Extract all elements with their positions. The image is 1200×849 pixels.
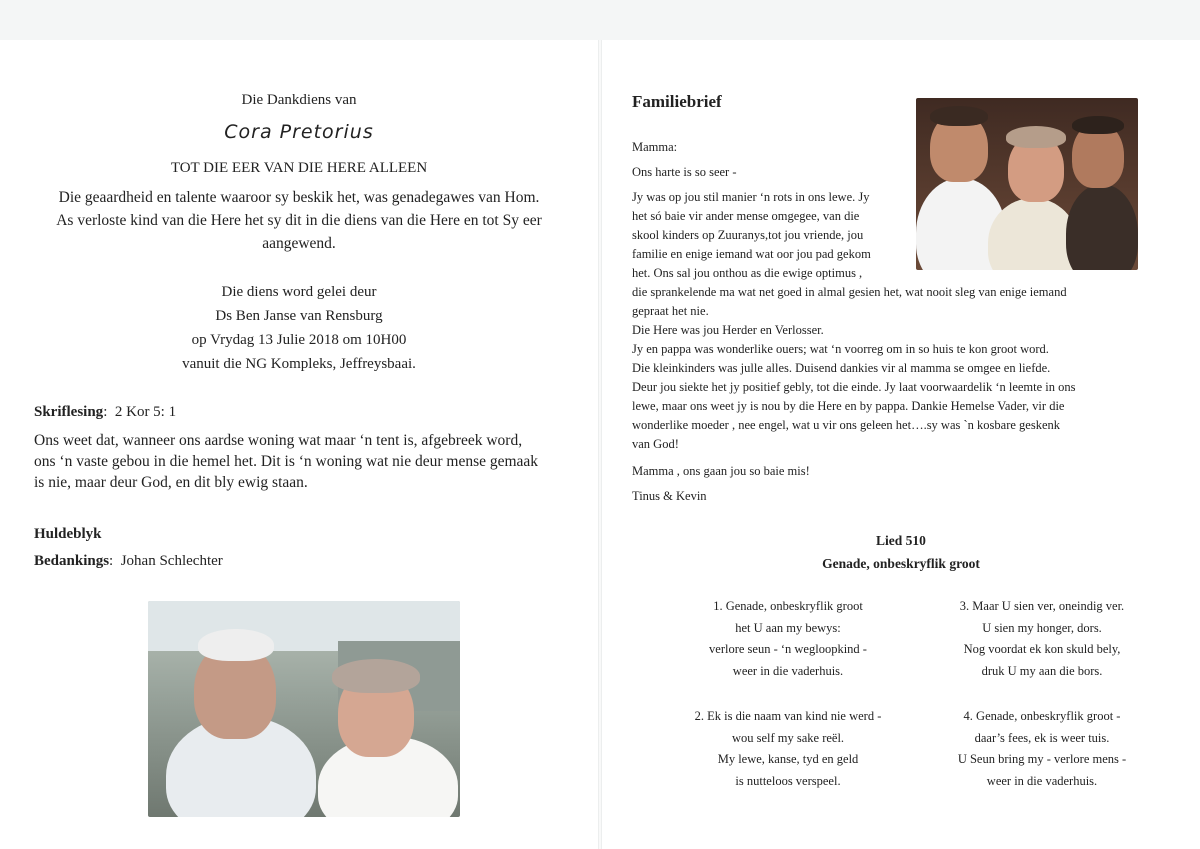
- scripture-reference: 2 Kor 5: 1: [114, 404, 177, 420]
- couple-photo: [148, 601, 460, 817]
- service-line: vanuit die NG Kompleks, Jeffreysbaai.: [182, 356, 416, 372]
- service-details: [0, 280, 598, 376]
- verse-line: 1. Genade, onbeskryflik groot: [713, 599, 863, 613]
- letter-line: die sprankelende ma wat net goed in almal gesien het, wat nooit sleg van enige iemand: [632, 285, 1067, 299]
- letter-line: Die Here was jou Herder en Verlosser.: [632, 323, 824, 337]
- scripture-line: Ons weet dat, wanneer ons aardse woning wat maar ‘n tent is, afgebreek word,: [34, 432, 523, 449]
- letter-salutation: Mamma:: [632, 140, 678, 154]
- verse-line: My lewe, kanse, tyd en geld: [717, 752, 859, 766]
- thanks-label: Bedankings: [34, 553, 110, 569]
- letter-signature: Tinus & Kevin: [632, 489, 707, 503]
- hymn-verse-1: [658, 596, 918, 682]
- scripture-line: is nie, maar deur God, en dit bly ewig staan.: [34, 474, 308, 491]
- service-line: Ds Ben Janse van Rensburg: [215, 308, 383, 324]
- hymn-number: Lied 510: [876, 533, 926, 548]
- verse-line: wou self my sake reël.: [731, 730, 845, 745]
- right-page: [602, 40, 1200, 849]
- verse-line: is nutteloos verspeel.: [735, 773, 841, 788]
- letter-line: lewe, maar ons weet jy is nou by die Here en by pappa. Dankie Hemelse Vader, vir die: [632, 399, 1065, 413]
- verse-line: U Seun bring my - verlore mens -: [957, 752, 1127, 766]
- service-line: Die diens word gelei deur: [221, 284, 377, 300]
- verse-line: het U aan my bewys:: [735, 620, 841, 635]
- letter-line: gepraat het nie.: [632, 304, 709, 318]
- letter-line: het só baie vir ander mense omgegee, van die: [632, 209, 860, 223]
- letter-line: wonderlike moeder , nee engel, wat u vir ons geleen het….sy was `n kosbare geskenk: [632, 418, 1060, 432]
- family-letter-title: Familiebrief: [632, 92, 722, 111]
- letter-paragraph: [632, 188, 907, 283]
- hymn-title: Genade, onbeskryflik groot: [822, 556, 980, 571]
- verse-line: druk U my aan die bors.: [981, 663, 1103, 678]
- dedication: TOT DIE EER VAN DIE HERE ALLEEN: [170, 160, 428, 176]
- letter-line: Jy was op jou stil manier ‘n rots in ons lewe. Jy: [632, 190, 870, 204]
- verse-line: weer in die vaderhuis.: [986, 773, 1098, 788]
- hymn-verse-3: [912, 596, 1172, 682]
- hymn-verse-4: [912, 706, 1172, 792]
- verse-line: U sien my honger, dors.: [982, 620, 1102, 635]
- scripture-reading: Skriflesing: 2 Kor 5: 1: [34, 404, 177, 420]
- service-line: op Vrydag 13 Julie 2018 om 10H00: [191, 332, 407, 348]
- letter-line: het. Ons sal jou onthou as die ewige optimus ,: [632, 266, 863, 280]
- verse-line: 3. Maar U sien ver, oneindig ver.: [959, 599, 1125, 613]
- deceased-name: Cora Pretorius: [224, 121, 374, 143]
- scripture-text: [34, 430, 554, 493]
- letter-line: Ons harte is so seer -: [632, 165, 737, 179]
- letter-closing: Mamma , ons gaan jou so baie mis!: [632, 464, 810, 478]
- verse-line: verlore seun - ‘n wegloopkind -: [709, 642, 867, 656]
- letter-line: familie en enige iemand wat oor jou pad gekom: [632, 247, 871, 261]
- verse-line: daar’s fees, ek is weer tuis.: [974, 730, 1110, 745]
- hymn-verse-2: [658, 706, 918, 792]
- scripture-line: ons ‘n vaste gebou in die hemel het. Dit is ‘n woning wat nie deur mense gemaak: [34, 453, 539, 470]
- letter-line: Jy en pappa was wonderlike ouers; wat ‘n voorreg om in so huis te kon groot word.: [632, 342, 1049, 356]
- letter-line: Die kleinkinders was julle alles. Duisend dankies vir al mamma se omgee en liefde.: [632, 361, 1051, 375]
- letter-line: skool kinders op Zuuranys,tot jou vriende, jou: [632, 228, 864, 242]
- tribute-heading: Huldeblyk: [34, 526, 102, 542]
- letter-line: Deur jou siekte het jy positief gebly, tot die einde. Jy laat voorwaardelik ‘n leemte in ons: [632, 380, 1076, 394]
- gifts-line: Die geaardheid en talente waaroor sy beskik het, was genadegawes van Hom.: [58, 189, 540, 206]
- family-letter-body: [632, 138, 1142, 512]
- letter-line: van God!: [632, 437, 679, 451]
- verse-line: weer in die vaderhuis.: [732, 663, 844, 678]
- gifts-paragraph: [0, 186, 598, 255]
- letter-paragraph-full: [632, 283, 1142, 454]
- gifts-line: aangewend.: [262, 235, 336, 252]
- scripture-label: Skriflesing: [34, 404, 104, 420]
- verse-line: 4. Genade, onbeskryflik groot -: [963, 709, 1121, 723]
- thanks-name: Johan Schlechter: [120, 553, 223, 569]
- verse-line: Nog voordat ek kon skuld bely,: [963, 642, 1121, 656]
- thanks-line: Bedankings: Johan Schlechter: [34, 553, 223, 569]
- left-page: [0, 40, 598, 849]
- gifts-line: As verloste kind van die Here het sy dit in die diens van die Here en tot Sy eer: [56, 212, 542, 229]
- verse-line: 2. Ek is die naam van kind nie werd -: [694, 709, 882, 723]
- intro-line: Die Dankdiens van: [241, 92, 357, 108]
